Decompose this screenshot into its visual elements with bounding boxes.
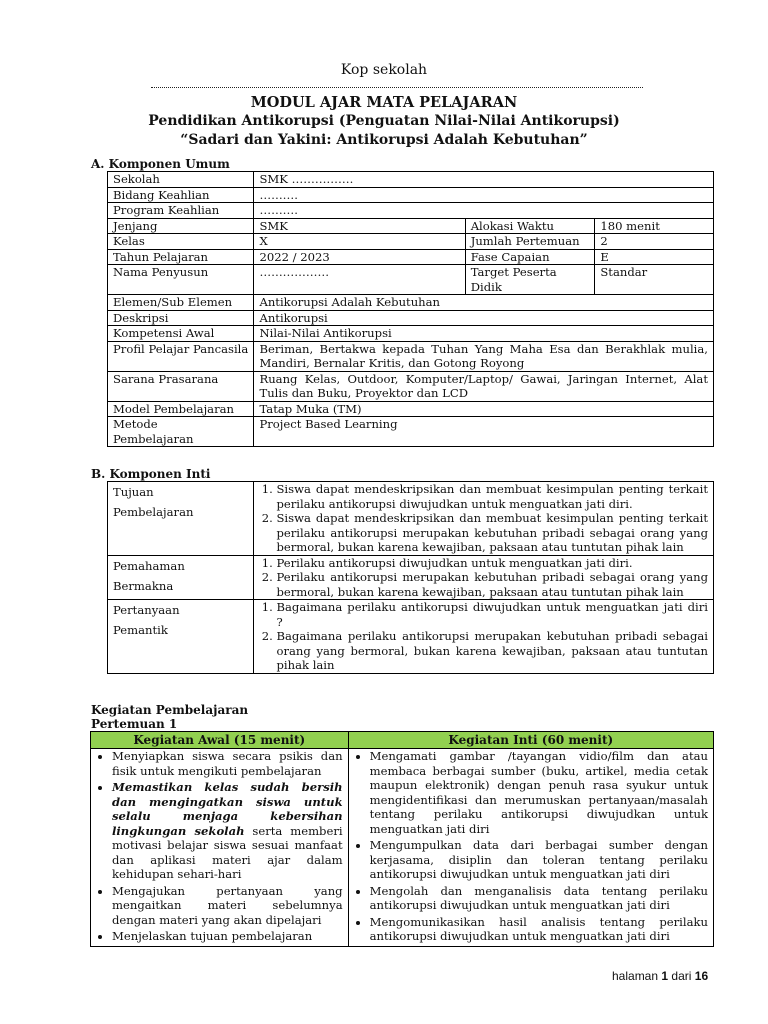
table-row — [108, 555, 714, 600]
row-value: ………. — [254, 203, 714, 219]
list-item — [112, 929, 343, 944]
row-label: Tahun Pelajaran — [108, 249, 254, 265]
section-a-heading: A. Komponen Umum — [91, 157, 230, 171]
list-item — [112, 749, 343, 778]
table-row — [108, 295, 714, 311]
pemahaman-list — [259, 556, 708, 600]
pertanyaan-label: Pertanyaan Pemantik — [108, 600, 254, 674]
dotted-divider — [151, 87, 643, 88]
tujuan-content — [254, 482, 714, 556]
table-row — [108, 249, 714, 265]
row-label: Kompetensi Awal — [108, 326, 254, 342]
list-item: • Mengomunikasikan hasil analisis tentang perilaku antikorupsi diwujudkan untuk menguatkan jati diri — [370, 915, 708, 944]
komponen-inti-table — [107, 481, 714, 674]
kegiatan-inti-cell — [348, 749, 713, 947]
list-item: 2. Siswa dapat mendeskripsikan dan membuat kesimpulan penting terkait perilaku antikorupsi merupakan kebutuhan pribadi sebagai orang yang bermoral, bukan karena kewajiban, paksaan atau tuntutan pihak lain — [276, 511, 708, 555]
row-label: Kelas — [108, 234, 254, 250]
table-row — [108, 371, 714, 401]
table-row — [108, 417, 714, 447]
row-label: Program Keahlian — [108, 203, 254, 219]
row-value: Ruang Kelas, Outdoor, Komputer/Laptop/ Gawai, Jaringan Internet, Alat Tulis dan Buku, Proyektor dan LCD — [254, 371, 714, 401]
footer-middle: dari — [671, 969, 692, 983]
row-label-2: Alokasi Waktu — [465, 218, 595, 234]
row-label: Deskripsi — [108, 310, 254, 326]
table-row — [108, 326, 714, 342]
kegiatan-awal-cell — [91, 749, 349, 947]
item-text: Menyiapkan siswa secara psikis dan fisik untuk mengikuti pembelajaran — [112, 749, 343, 778]
list-item — [112, 780, 343, 882]
row-label: Sarana Prasarana — [108, 371, 254, 401]
row-label: Nama Penyusun — [108, 265, 254, 295]
table-header-row — [91, 732, 714, 749]
row-value-2: 2 — [595, 234, 714, 250]
footer-prefix: halaman — [612, 969, 659, 983]
table-row — [108, 187, 714, 203]
subject-title: Pendidikan Antikorupsi (Penguatan Nilai-Nilai Antikorupsi) — [148, 113, 620, 129]
pertanyaan-content — [254, 600, 714, 674]
list-item — [112, 884, 343, 928]
page-footer — [612, 969, 708, 983]
total-pages: 16 — [694, 969, 709, 983]
row-label: Bidang Keahlian — [108, 187, 254, 203]
table-row — [108, 265, 714, 295]
tujuan-list — [259, 482, 708, 555]
theme-title: “Sadari dan Yakini: Antikorupsi Adalah Kebutuhan” — [180, 132, 588, 148]
row-value: Tatap Muka (TM) — [254, 401, 714, 417]
table-row — [108, 310, 714, 326]
table-row — [108, 600, 714, 674]
row-value: Beriman, Bertakwa kepada Tuhan Yang Maha Esa dan Berakhlak mulia, Mandiri, Bernalar Kritis, dan Gotong Royong — [254, 341, 714, 371]
kegiatan-table — [90, 731, 714, 947]
row-value: X — [254, 234, 465, 250]
list-item: • Mengumpulkan data dari berbagai sumber dengan kerjasama, disiplin dan toleran tentang perilaku antikorupsi diwujudkan untuk menguatkan jati diri — [370, 838, 708, 882]
list-item: 1. Perilaku antikorupsi diwujudkan untuk menguatkan jati diri. — [276, 556, 708, 571]
kegiatan-inti-list — [353, 749, 708, 944]
pertemuan-heading: Pertemuan 1 — [91, 717, 178, 731]
row-value-2: Standar — [595, 265, 714, 295]
kegiatan-awal-list — [95, 749, 343, 944]
module-title: MODUL AJAR MATA PELAJARAN — [250, 94, 518, 111]
kop-sekolah: Kop sekolah — [340, 62, 428, 78]
row-label: Jenjang — [108, 218, 254, 234]
row-label: Metode Pembelajaran — [108, 417, 254, 447]
emphasis-text: Memastikan kelas sudah bersih dan mengingatkan siswa untuk selalu menjaga kebersihan lingkungan sekolah — [112, 780, 343, 838]
row-label-2: Target Peserta Didik — [465, 265, 595, 295]
table-row — [108, 218, 714, 234]
row-value: 2022 / 2023 — [254, 249, 465, 265]
list-item: 1. Bagaimana perilaku antikorupsi diwujudkan untuk menguatkan jati diri ? — [276, 600, 708, 629]
table-row — [108, 203, 714, 219]
row-value-2: E — [595, 249, 714, 265]
row-label: Model Pembelajaran — [108, 401, 254, 417]
row-label-2: Fase Capaian — [465, 249, 595, 265]
col-header-inti: Kegiatan Inti (60 menit) — [348, 732, 713, 749]
current-page: 1 — [661, 969, 669, 983]
row-value: SMK — [254, 218, 465, 234]
table-row — [108, 234, 714, 250]
table-row — [108, 341, 714, 371]
table-row — [108, 172, 714, 188]
col-header-awal: Kegiatan Awal (15 menit) — [91, 732, 349, 749]
pertanyaan-list — [259, 600, 708, 673]
row-value: Project Based Learning — [254, 417, 714, 447]
list-item: 1. Siswa dapat mendeskripsikan dan membuat kesimpulan penting terkait perilaku antikorupsi diwujudkan untuk menguatkan jati diri. — [276, 482, 708, 511]
list-item: 2. Bagaimana perilaku antikorupsi merupakan kebutuhan pribadi sebagai orang yang bermoral, bukan karena kewajiban, paksaan atau tuntutan pihak lain — [276, 629, 708, 673]
row-value-2: 180 menit — [595, 218, 714, 234]
tujuan-label: Tujuan Pembelajaran — [108, 482, 254, 556]
list-item: • Mengamati gambar /tayangan vidio/film dan atau membaca berbagai sumber (buku, artikel, media cetak maupun elektronik) dengan penuh rasa syukur untuk mengidentifikasi dan merumuskan pertanyaan/masalah tentang perilaku antikorupsi diwujudkan untuk menguatkan jati diri — [370, 749, 708, 836]
table-row — [108, 482, 714, 556]
table-row — [91, 749, 714, 947]
row-value: Antikorupsi — [254, 310, 714, 326]
row-value: SMK ……………. — [254, 172, 714, 188]
list-item: 2. Perilaku antikorupsi merupakan kebutuhan pribadi sebagai orang yang bermoral, bukan karena kewajiban, paksaan atau tuntutan pihak lain — [276, 570, 708, 599]
komponen-umum-table — [107, 171, 714, 447]
row-value: ………. — [254, 187, 714, 203]
row-label: Elemen/Sub Elemen — [108, 295, 254, 311]
row-label: Sekolah — [108, 172, 254, 188]
kegiatan-heading: Kegiatan Pembelajaran — [91, 703, 249, 717]
document-titles — [0, 93, 768, 150]
row-value: ……………… — [254, 265, 465, 295]
table-row — [108, 401, 714, 417]
row-value: Antikorupsi Adalah Kebutuhan — [254, 295, 714, 311]
row-value: Nilai-Nilai Antikorupsi — [254, 326, 714, 342]
row-label: Profil Pelajar Pancasila — [108, 341, 254, 371]
item-text: serta memberi motivasi belajar siswa sesuai manfaat dan aplikasi materi ajar dalam kehidupan sehari-hari — [112, 823, 343, 881]
item-text: Menjelaskan tujuan pembelajaran — [112, 929, 313, 943]
pemahaman-content — [254, 555, 714, 600]
pemahaman-label: Pemahaman Bermakna — [108, 555, 254, 600]
list-item: • Mengolah dan menganalisis data tentang perilaku antikorupsi diwujudkan untuk menguatkan jati diri — [370, 884, 708, 913]
section-b-heading: B. Komponen Inti — [91, 467, 211, 481]
row-label-2: Jumlah Pertemuan — [465, 234, 595, 250]
item-text: Mengajukan pertanyaan yang mengaitkan materi sebelumnya dengan materi yang akan dipelajari — [112, 883, 343, 927]
